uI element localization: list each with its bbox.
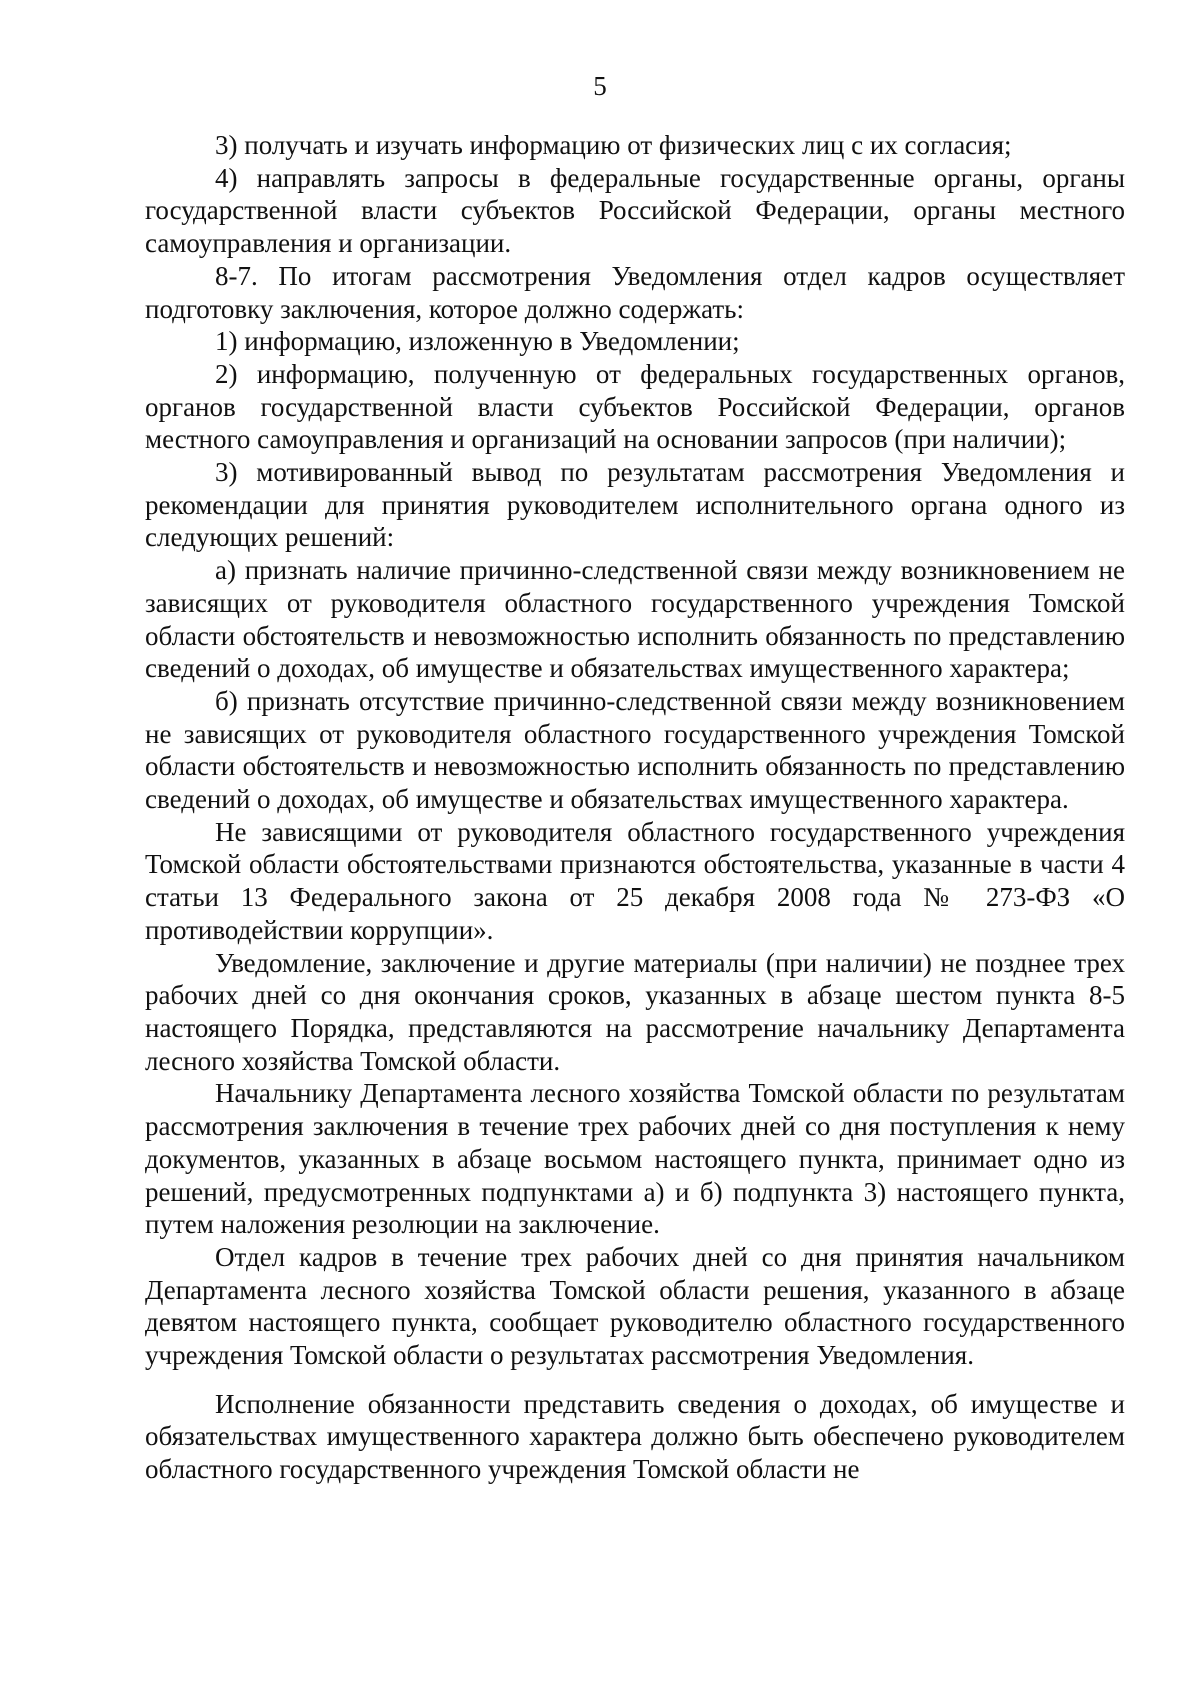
paragraph: 8-7. По итогам рассмотрения Уведомления отдел кадров осуществляет подготовку заключения, которое должно содержать: xyxy=(145,260,1125,324)
paragraph: 4) направлять запросы в федеральные государственные органы, органы государственной власти субъектов Российской Федерации, органы местного самоуправления и организации. xyxy=(145,162,1125,259)
paragraph: Исполнение обязанности представить сведения о доходах, об имуществе и обязательствах имущественного характера должно быть обеспечено руководителем областного государственного учреждения Томской области не xyxy=(145,1388,1125,1485)
document-body xyxy=(145,129,1125,1486)
paragraph: а) признать наличие причинно-следственной связи между возникновением не зависящих от руководителя областного государственного учреждения Томской области обстоятельств и невозможностью исполнить обязанность по представлению сведений о доходах, об имуществе и обязательствах имущественного характера; xyxy=(145,555,1125,684)
paragraph: 2) информацию, полученную от федеральных государственных органов, органов государственной власти субъектов Российской Федерации, органов местного самоуправления и организаций на основании запросов (при наличии); xyxy=(145,358,1125,455)
paragraph: 3) получать и изучать информацию от физических лиц с их согласия; xyxy=(215,130,1012,160)
paragraph: 1) информацию, изложенную в Уведомлении; xyxy=(215,326,740,357)
paragraph: Отдел кадров в течение трех рабочих дней со дня принятия начальником Департамента лесного хозяйства Томской области решения, указанного в абзаце девятом настоящего пункта, сообщает руководителю областного государственного учреждения Томской области о результатах рассмотрения Уведомления. xyxy=(145,1241,1125,1371)
paragraph: б) признать отсутствие причинно-следственной связи между возникновением не зависящих от руководителя областного государственного учреждения Томской области обстоятельств и невозможностью исполнить обязанность по представлению сведений о доходах, об имуществе и обязательствах имущественного характера. xyxy=(145,685,1125,815)
paragraph: Начальнику Департамента лесного хозяйства Томской области по результатам рассмотрения заключения в течение трех рабочих дней со дня поступления к нему документов, указанных в абзаце восьмом настоящего пункта, принимает одно из решений, предусмотренных подпунктами а) и б) подпункта 3) настоящего пункта, путем наложения резолюции на заключение. xyxy=(145,1078,1125,1240)
paragraph: Уведомление, заключение и другие материалы (при наличии) не позднее трех рабочих дней со дня окончания сроков, указанных в абзаце шестом пункта 8-5 настоящего Порядка, представляются на рассмотрение начальнику Департамента лесного хозяйства Томской области. xyxy=(145,947,1125,1076)
paragraph: 3) мотивированный вывод по результатам рассмотрения Уведомления и рекомендации для принятия руководителем исполнительного органа одного из следующих решений: xyxy=(145,457,1125,553)
page-number: 5 xyxy=(593,71,607,101)
paragraph: Не зависящими от руководителя областного государственного учреждения Томской области обстоятельствами признаются обстоятельства, указанные в части 4 статьи 13 Федерального закона от 25 декабря 2008 года № 273-ФЗ «О противодействии коррупции». xyxy=(145,816,1125,945)
